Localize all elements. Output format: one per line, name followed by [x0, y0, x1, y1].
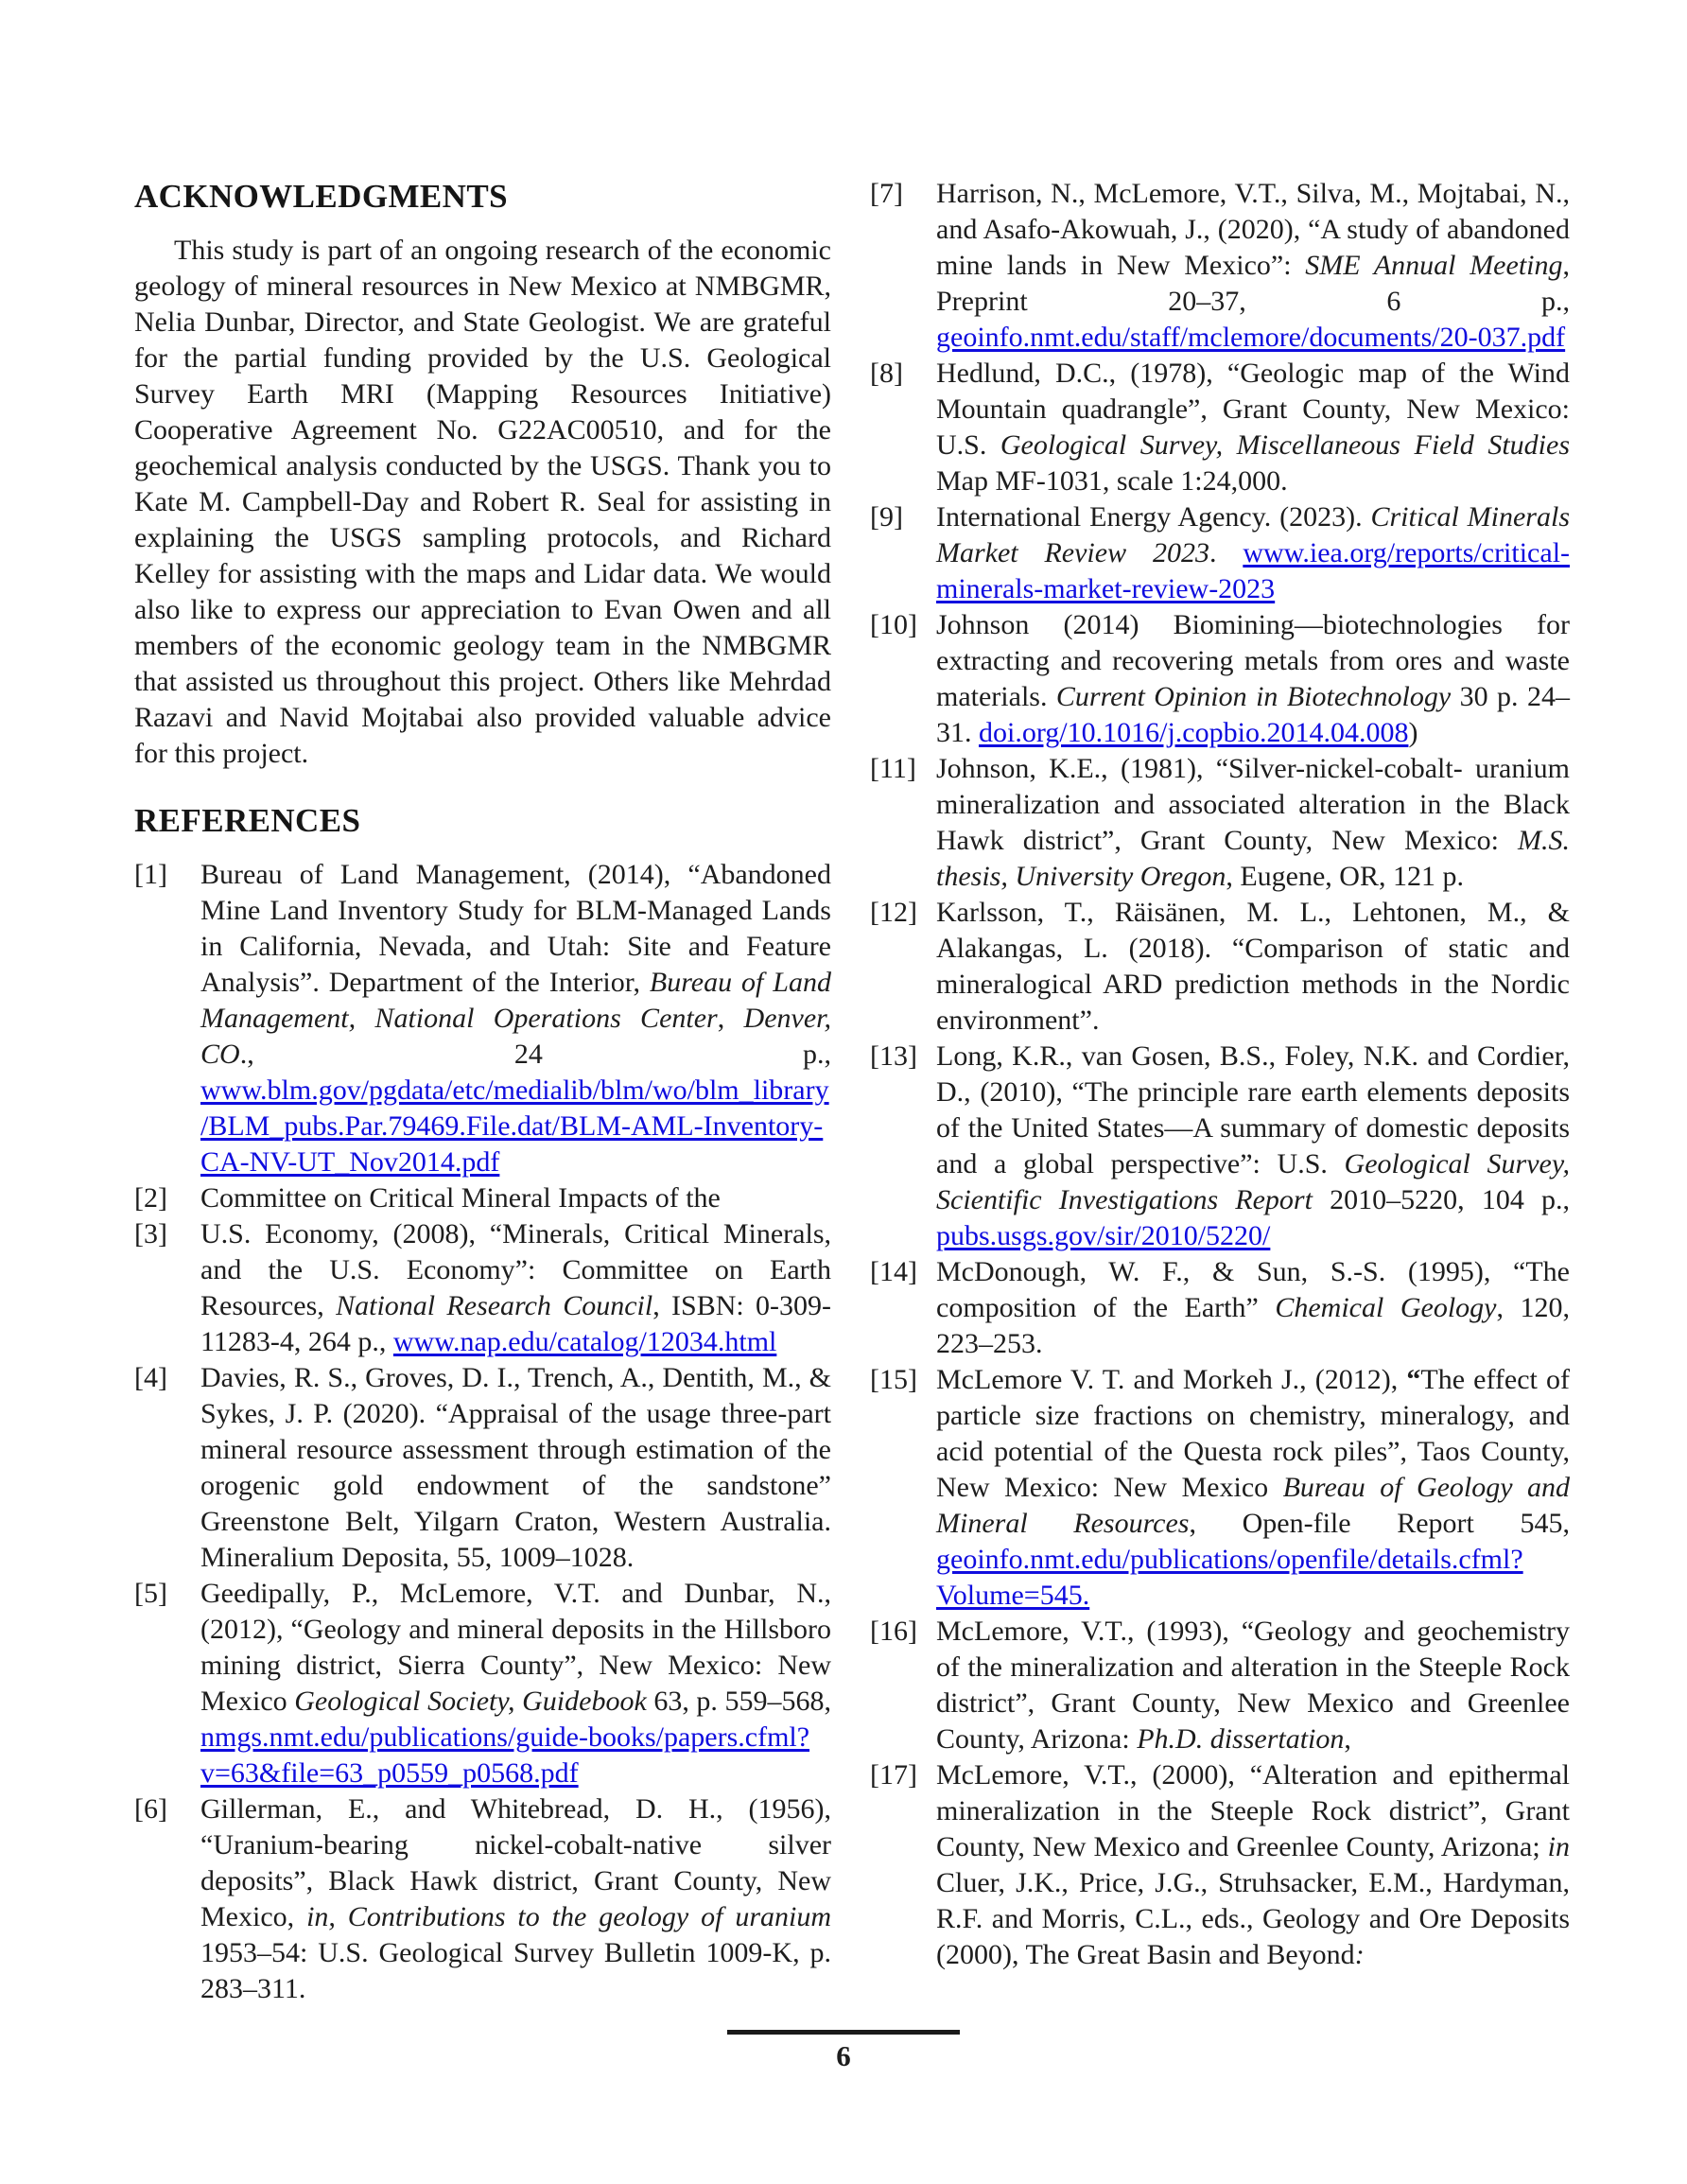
reference-link[interactable]: doi.org/10.1016/j.copbio.2014.04.008	[979, 717, 1409, 748]
reference-item	[870, 1362, 1570, 1614]
reference-list-right	[870, 176, 1570, 1973]
reference-text: Bureau of Land Management, (2014), “Abandoned Mine Land Inventory Study for BLM-Managed Lands in California, Nevada, and Utah: Site and Feature Analysis”. Department of the Interior,	[200, 859, 831, 998]
reference-text: , Open-file Report 545,	[1189, 1508, 1570, 1539]
reference-text: , ISBN: 0-309-11283-4, 264 p.,	[200, 1290, 831, 1357]
reference-text: Geological Survey, Miscellaneous Field Studies	[1000, 429, 1570, 461]
reference-link[interactable]: geoinfo.nmt.edu/publications/openfile/details.cfml?Volume=545.	[936, 1544, 1523, 1611]
reference-number: [16]	[870, 1616, 917, 1647]
reference-text: Current Opinion in Biotechnology	[1055, 681, 1452, 712]
reference-number: [3]	[134, 1218, 167, 1249]
reference-item	[870, 499, 1570, 607]
reference-number: [8]	[870, 358, 903, 389]
reference-item	[134, 1791, 831, 2007]
references-heading: REFERENCES	[134, 802, 361, 839]
page-number: 6	[836, 2039, 851, 2072]
reference-text: Denver, CO	[200, 1003, 831, 1070]
reference-text: Geedipally, P., McLemore, V.T. and Dunbar, N., (2012), “Geology and mineral deposits in the Hillsboro mining district, Sierra County”, New Mexico: New Mexico	[200, 1578, 831, 1717]
reference-text: .	[1209, 537, 1244, 568]
reference-text: McLemore, V.T., (1993), “Geology and geochemistry of the mineralization and alteration in the Steeple Rock district”, Grant County, New Mexico and Greenlee County, Arizona:	[936, 1616, 1570, 1755]
reference-item	[870, 1254, 1570, 1362]
reference-number: [13]	[870, 1040, 917, 1072]
reference-text: Chemical Geology	[1275, 1292, 1497, 1323]
reference-link[interactable]: www.blm.gov/pgdata/etc/medialib/blm/wo/blm_library/BLM_pubs.Par.79469.File.dat/BLM-AML-Inventory-CA-NV-UT_Nov2014.pdf	[200, 1075, 829, 1178]
reference-text: in, Contributions to the geology of uranium	[306, 1901, 832, 1932]
reference-item	[870, 607, 1570, 751]
reference-text: McDonough, W. F., & Sun, S.-S. (1995), “The composition of the Earth”	[936, 1256, 1570, 1323]
reference-text: Karlsson, T., Räisänen, M. L., Lehtonen, M., & Alakangas, L. (2018). “Comparison of static and mineralogical ARD prediction methods in the Nordic environment”.	[936, 897, 1570, 1036]
reference-text: SME Annual Meeting	[1305, 250, 1563, 281]
reference-number: [11]	[870, 753, 916, 784]
reference-item	[870, 1614, 1570, 1757]
reference-text: Johnson (2014) Biomining—biotechnologies for extracting and recovering metals from ores and waste materials.	[936, 609, 1570, 712]
reference-text: ,	[717, 1003, 744, 1034]
reference-text: in	[1547, 1831, 1570, 1862]
reference-item	[870, 1039, 1570, 1254]
reference-link[interactable]: www.nap.edu/catalog/12034.html	[392, 1326, 777, 1357]
reference-text: McLemore, V.T., (2000), “Alteration and epithermal mineralization in the Steeple Rock district”, Grant County, New Mexico and Greenlee County, Arizona;	[936, 1759, 1570, 1862]
left-column	[134, 176, 831, 2007]
reference-text: Davies, R. S., Groves, D. I., Trench, A., Dentith, M., & Sykes, J. P. (2020). “Appraisal of the usage three-part mineral resource assessment through estimation of the orogenic gold endowment of the sandstone” Greenstone Belt, Yilgarn Craton, Western Australia. Mineralium Deposita, 55, 1009–1028.	[200, 1362, 831, 1573]
reference-list-left	[134, 857, 831, 2007]
reference-number: [10]	[870, 609, 917, 640]
reference-number: [2]	[134, 1182, 167, 1214]
reference-text: Bureau of Land Management, National Operations Center	[200, 967, 831, 1034]
reference-text: “	[1406, 1364, 1421, 1395]
reference-link[interactable]: pubs.usgs.gov/sir/2010/5220/	[936, 1220, 1271, 1251]
reference-link[interactable]: nmgs.nmt.edu/publications/guide-books/papers.cfml?v=63&file=63_p0559_p0568.pdf	[200, 1721, 810, 1789]
reference-item	[870, 751, 1570, 895]
right-column	[870, 176, 1570, 1973]
reference-text: ,	[1344, 1723, 1351, 1755]
reference-number: [14]	[870, 1256, 917, 1287]
reference-item	[870, 1757, 1570, 1973]
reference-number: [9]	[870, 501, 903, 533]
reference-text: McLemore V. T. and Morkeh J., (2012),	[936, 1364, 1407, 1395]
acknowledgments-paragraph: This study is part of an ongoing research of the economic geology of mineral resources in New Mexico at NMBGMR, Nelia Dunbar, Director, and State Geologist. We are grateful for the partial funding provided by the U.S. Geological Survey Earth MRI (Mapping Resources Initiative) Cooperative Agreement No. G22AC00510, and for the geochemical analysis conducted by the USGS. Thank you to Kate M. Campbell-Day and Robert R. Seal for assisting in explaining the USGS sampling protocols, and Richard Kelley for assisting with the maps and Lidar data. We would also like to express our appreciation to Evan Owen and all members of the economic geology team in the NMBGMR that assisted us throughout this project. Others like Mehrdad Razavi and Navid Mojtabai also provided valuable advice for this project.	[134, 235, 831, 769]
reference-text: , 120, 223–253.	[936, 1292, 1571, 1359]
reference-text: Cluer, J.K., Price, J.G., Struhsacker, E.M., Hardyman, R.F. and Morris, C.L., eds., Geology and Ore Deposits (2000), The Great Basin and Beyond	[936, 1867, 1570, 1970]
reference-item	[134, 1576, 831, 1791]
reference-text: Geological Survey, Scientific Investigations Report	[936, 1148, 1570, 1215]
reference-link[interactable]: www.iea.org/reports/critical-minerals-market-review-2023	[936, 537, 1571, 604]
reference-text: ., 24 p.,	[239, 1039, 831, 1070]
reference-item	[134, 1216, 831, 1360]
reference-text: International Energy Agency. (2023).	[936, 501, 1371, 533]
reference-number: [5]	[134, 1578, 167, 1609]
reference-item	[870, 895, 1570, 1039]
reference-text: 63, p. 559–568,	[646, 1686, 831, 1717]
reference-number: [6]	[134, 1793, 167, 1825]
reference-number: [1]	[134, 859, 167, 890]
reference-link[interactable]: geoinfo.nmt.edu/staff/mclemore/documents/20-037.pdf	[936, 322, 1566, 353]
reference-item	[870, 176, 1570, 356]
reference-text: U.S. Economy, (2008), “Minerals, Critical Minerals, and the U.S. Economy”: Committee on Earth Resources,	[200, 1218, 831, 1321]
reference-text: Critical Minerals Market Review 2023	[936, 501, 1570, 568]
reference-text: National Research Council	[336, 1290, 653, 1321]
reference-text: Long, K.R., van Gosen, B.S., Foley, N.K. and Cordier, D., (2010), “The principle rare earth elements deposits of the United States—A summary of domestic deposits and a global perspective”: U.S.	[936, 1040, 1570, 1179]
reference-text: Hedlund, D.C., (1978), “Geologic map of the Wind Mountain quadrangle”, Grant County, New Mexico: U.S.	[936, 358, 1570, 461]
reference-text: , Eugene, OR, 121 p.	[1226, 861, 1464, 892]
reference-text: Committee on Critical Mineral Impacts of the	[200, 1182, 721, 1214]
reference-text: Map MF-1031, scale 1:24,000.	[936, 465, 1288, 497]
footer-rule	[727, 2030, 960, 2035]
reference-number: [17]	[870, 1759, 917, 1791]
reference-text: Gillerman, E., and Whitebread, D. H., (1956), “Uranium-bearing nickel-cobalt-native silver deposits”, Black Hawk district, Grant County, New Mexico,	[200, 1793, 831, 1932]
reference-number: [15]	[870, 1364, 917, 1395]
reference-number: [7]	[870, 178, 903, 209]
reference-item	[870, 356, 1570, 499]
reference-text: Harrison, N., McLemore, V.T., Silva, M., Mojtabai, N., and Asafo-Akowuah, J., (2020), “A study of abandoned mine lands in New Mexico”:	[936, 178, 1570, 281]
acknowledgments-heading: ACKNOWLEDGMENTS	[134, 178, 508, 215]
reference-text: 30 p. 24–31.	[936, 681, 1571, 748]
reference-text: 2010–5220, 104 p.,	[1312, 1184, 1570, 1215]
reference-text: Johnson, K.E., (1981), “Silver-nickel-cobalt- uranium mineralization and associated alteration in the Black Hawk district”, Grant County, New Mexico:	[936, 753, 1570, 856]
reference-item	[134, 1360, 831, 1576]
reference-text: Bureau of Geology and Mineral Resources	[936, 1472, 1570, 1539]
reference-text: )	[1408, 717, 1418, 748]
reference-number: [12]	[870, 897, 917, 928]
reference-number: [4]	[134, 1362, 167, 1393]
reference-text: M.S. thesis, University Oregon	[936, 825, 1570, 892]
reference-item	[134, 857, 831, 1180]
reference-text: Geological Society, Guidebook	[294, 1686, 647, 1717]
reference-text: Ph.D. dissertation	[1137, 1723, 1345, 1755]
reference-text: , Preprint 20–37, 6 p.,	[936, 250, 1570, 317]
reference-text: 1953–54: U.S. Geological Survey Bulletin 1009-K, p. 283–311.	[200, 1937, 831, 2004]
reference-item	[134, 1180, 831, 1216]
reference-text: The effect of particle size fractions on chemistry, mineralogy, and acid potential of the Questa rock piles”, Taos County, New Mexico: New Mexico	[936, 1364, 1570, 1503]
reference-text: :	[1354, 1939, 1365, 1970]
